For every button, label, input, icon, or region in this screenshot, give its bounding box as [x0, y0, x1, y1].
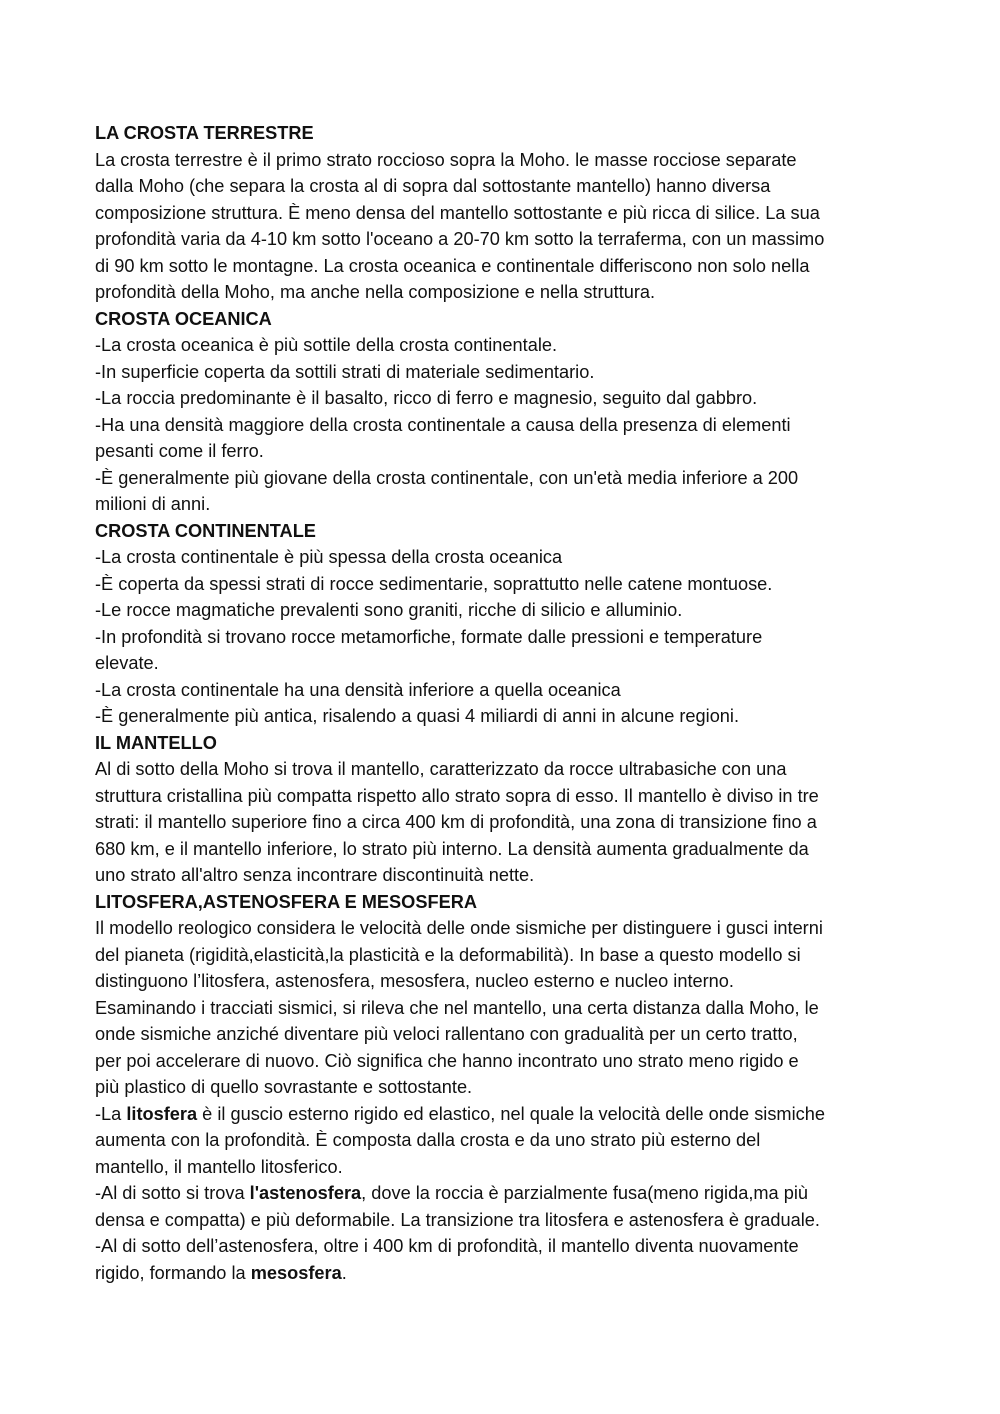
item-astenosfera [95, 1180, 910, 1233]
text-line: per poi accelerare di nuovo. Ciò significa che hanno incontrato uno strato meno rigido e [95, 1050, 799, 1071]
text-run: è il guscio esterno rigido ed elastico, nel quale la velocità delle onde sismiche [197, 1103, 825, 1124]
text-line: composizione struttura. È meno densa del mantello sottostante e più ricca di silice. La sua [95, 202, 820, 223]
text-line: elevate. [95, 653, 159, 673]
text-line: profondità della Moho, ma anche nella composizione e nella struttura. [95, 282, 656, 302]
text-line: -La roccia predominante è il basalto, ricco di ferro e magnesio, seguito dal gabbro. [95, 388, 758, 408]
term-mesosfera: mesosfera [250, 1262, 342, 1283]
list-crosta-continentale [95, 544, 910, 730]
heading-il-mantello: IL MANTELLO [95, 732, 217, 753]
heading-crosta-oceanica: CROSTA OCEANICA [95, 308, 272, 329]
heading-crosta-terrestre: LA CROSTA TERRESTRE [95, 123, 314, 143]
document-body [95, 120, 910, 1286]
text-line: pesanti come il ferro. [95, 441, 264, 461]
text-line: più plastico di quello sovrastante e sottostante. [95, 1077, 473, 1097]
text-line [95, 1260, 910, 1287]
text-line: uno strato all'altro senza incontrare discontinuità nette. [95, 865, 535, 885]
text-run: -La [95, 1103, 127, 1124]
text-line: struttura cristallina più compatta rispetto allo strato sopra di esso. Il mantello è diviso in tre [95, 785, 819, 806]
text-line: di 90 km sotto le montagne. La crosta oceanica e continentale differiscono non solo nella [95, 255, 810, 276]
text-line: -La crosta continentale è più spessa della crosta oceanica [95, 547, 563, 567]
text-line: -È generalmente più antica, risalendo a quasi 4 miliardi di anni in alcune regioni. [95, 706, 740, 726]
term-litosfera: litosfera [126, 1103, 198, 1124]
text-line: distinguono l’litosfera, astenosfera, mesosfera, nucleo esterno e nucleo interno. [95, 971, 734, 991]
paragraph-crosta-terrestre [95, 147, 910, 306]
text-line [95, 1101, 910, 1128]
text-line: Al di sotto della Moho si trova il mantello, caratterizzato da rocce ultrabasiche con una [95, 759, 787, 779]
text-line: densa e compatta) e più deformabile. La transizione tra litosfera e astenosfera è graduale. [95, 1209, 820, 1230]
text-line: -Al di sotto dell’astenosfera, oltre i 400 km di profondità, il mantello diventa nuovamente [95, 1236, 799, 1256]
text-line: -La crosta continentale ha una densità inferiore a quella oceanica [95, 679, 621, 700]
text-line: onde sismiche anziché diventare più veloci rallentano con gradualità per un certo tratto, [95, 1024, 798, 1044]
text-line: 680 km, e il mantello inferiore, lo strato più interno. La densità aumenta gradualmente da [95, 838, 809, 859]
paragraph-il-mantello [95, 756, 910, 889]
text-line: -È generalmente più giovane della crosta continentale, con un'età media inferiore a 200 [95, 467, 799, 488]
text-line: mantello, il mantello litosferico. [95, 1156, 343, 1177]
item-litosfera [95, 1101, 910, 1181]
item-mesosfera [95, 1233, 910, 1286]
text-line: Il modello reologico considera le velocità delle onde sismiche per distinguere i gusci interni [95, 918, 823, 938]
text-line: -In profondità si trovano rocce metamorfiche, formate dalle pressioni e temperature [95, 626, 763, 647]
text-line: milioni di anni. [95, 494, 211, 514]
heading-crosta-continentale: CROSTA CONTINENTALE [95, 520, 316, 541]
list-crosta-oceanica [95, 332, 910, 518]
text-line: dalla Moho (che separa la crosta al di sopra dal sottostante mantello) hanno diversa [95, 176, 771, 196]
text-line: aumenta con la profondità. È composta dalla crosta e da uno strato più esterno del [95, 1130, 761, 1150]
text-line: del pianeta (rigidità,elasticità,la plasticità e la deformabilità). In base a questo modello si [95, 944, 801, 965]
text-run: rigido, formando la [95, 1262, 251, 1283]
text-line: Esaminando i tracciati sismici, si rileva che nel mantello, una certa distanza dalla Moho, le [95, 997, 819, 1018]
text-run: , dove la roccia è parzialmente fusa(meno rigida,ma più [361, 1183, 808, 1203]
text-line: -In superficie coperta da sottili strati di materiale sedimentario. [95, 361, 595, 382]
text-line: strati: il mantello superiore fino a circa 400 km di profondità, una zona di transizione fino a [95, 812, 817, 832]
text-line [95, 1180, 910, 1207]
text-line: profondità varia da 4-10 km sotto l'oceano a 20-70 km sotto la terraferma, con un massimo [95, 229, 825, 249]
text-line: -Ha una densità maggiore della crosta continentale a causa della presenza di elementi [95, 414, 791, 435]
text-line: La crosta terrestre è il primo strato roccioso sopra la Moho. le masse rocciose separate [95, 149, 797, 170]
term-astenosfera: l'astenosfera [249, 1183, 362, 1203]
heading-litosfera-astenosfera-mesosfera: LITOSFERA,ASTENOSFERA E MESOSFERA [95, 891, 477, 912]
text-line: -È coperta da spessi strati di rocce sedimentarie, soprattutto nelle catene montuose. [95, 573, 773, 594]
text-run: -Al di sotto si trova [95, 1183, 250, 1203]
text-run: . [341, 1262, 347, 1283]
text-line: -La crosta oceanica è più sottile della crosta continentale. [95, 335, 558, 355]
paragraph-modello-reologico [95, 915, 910, 1101]
text-line: -Le rocce magmatiche prevalenti sono graniti, ricche di silicio e alluminio. [95, 600, 683, 620]
